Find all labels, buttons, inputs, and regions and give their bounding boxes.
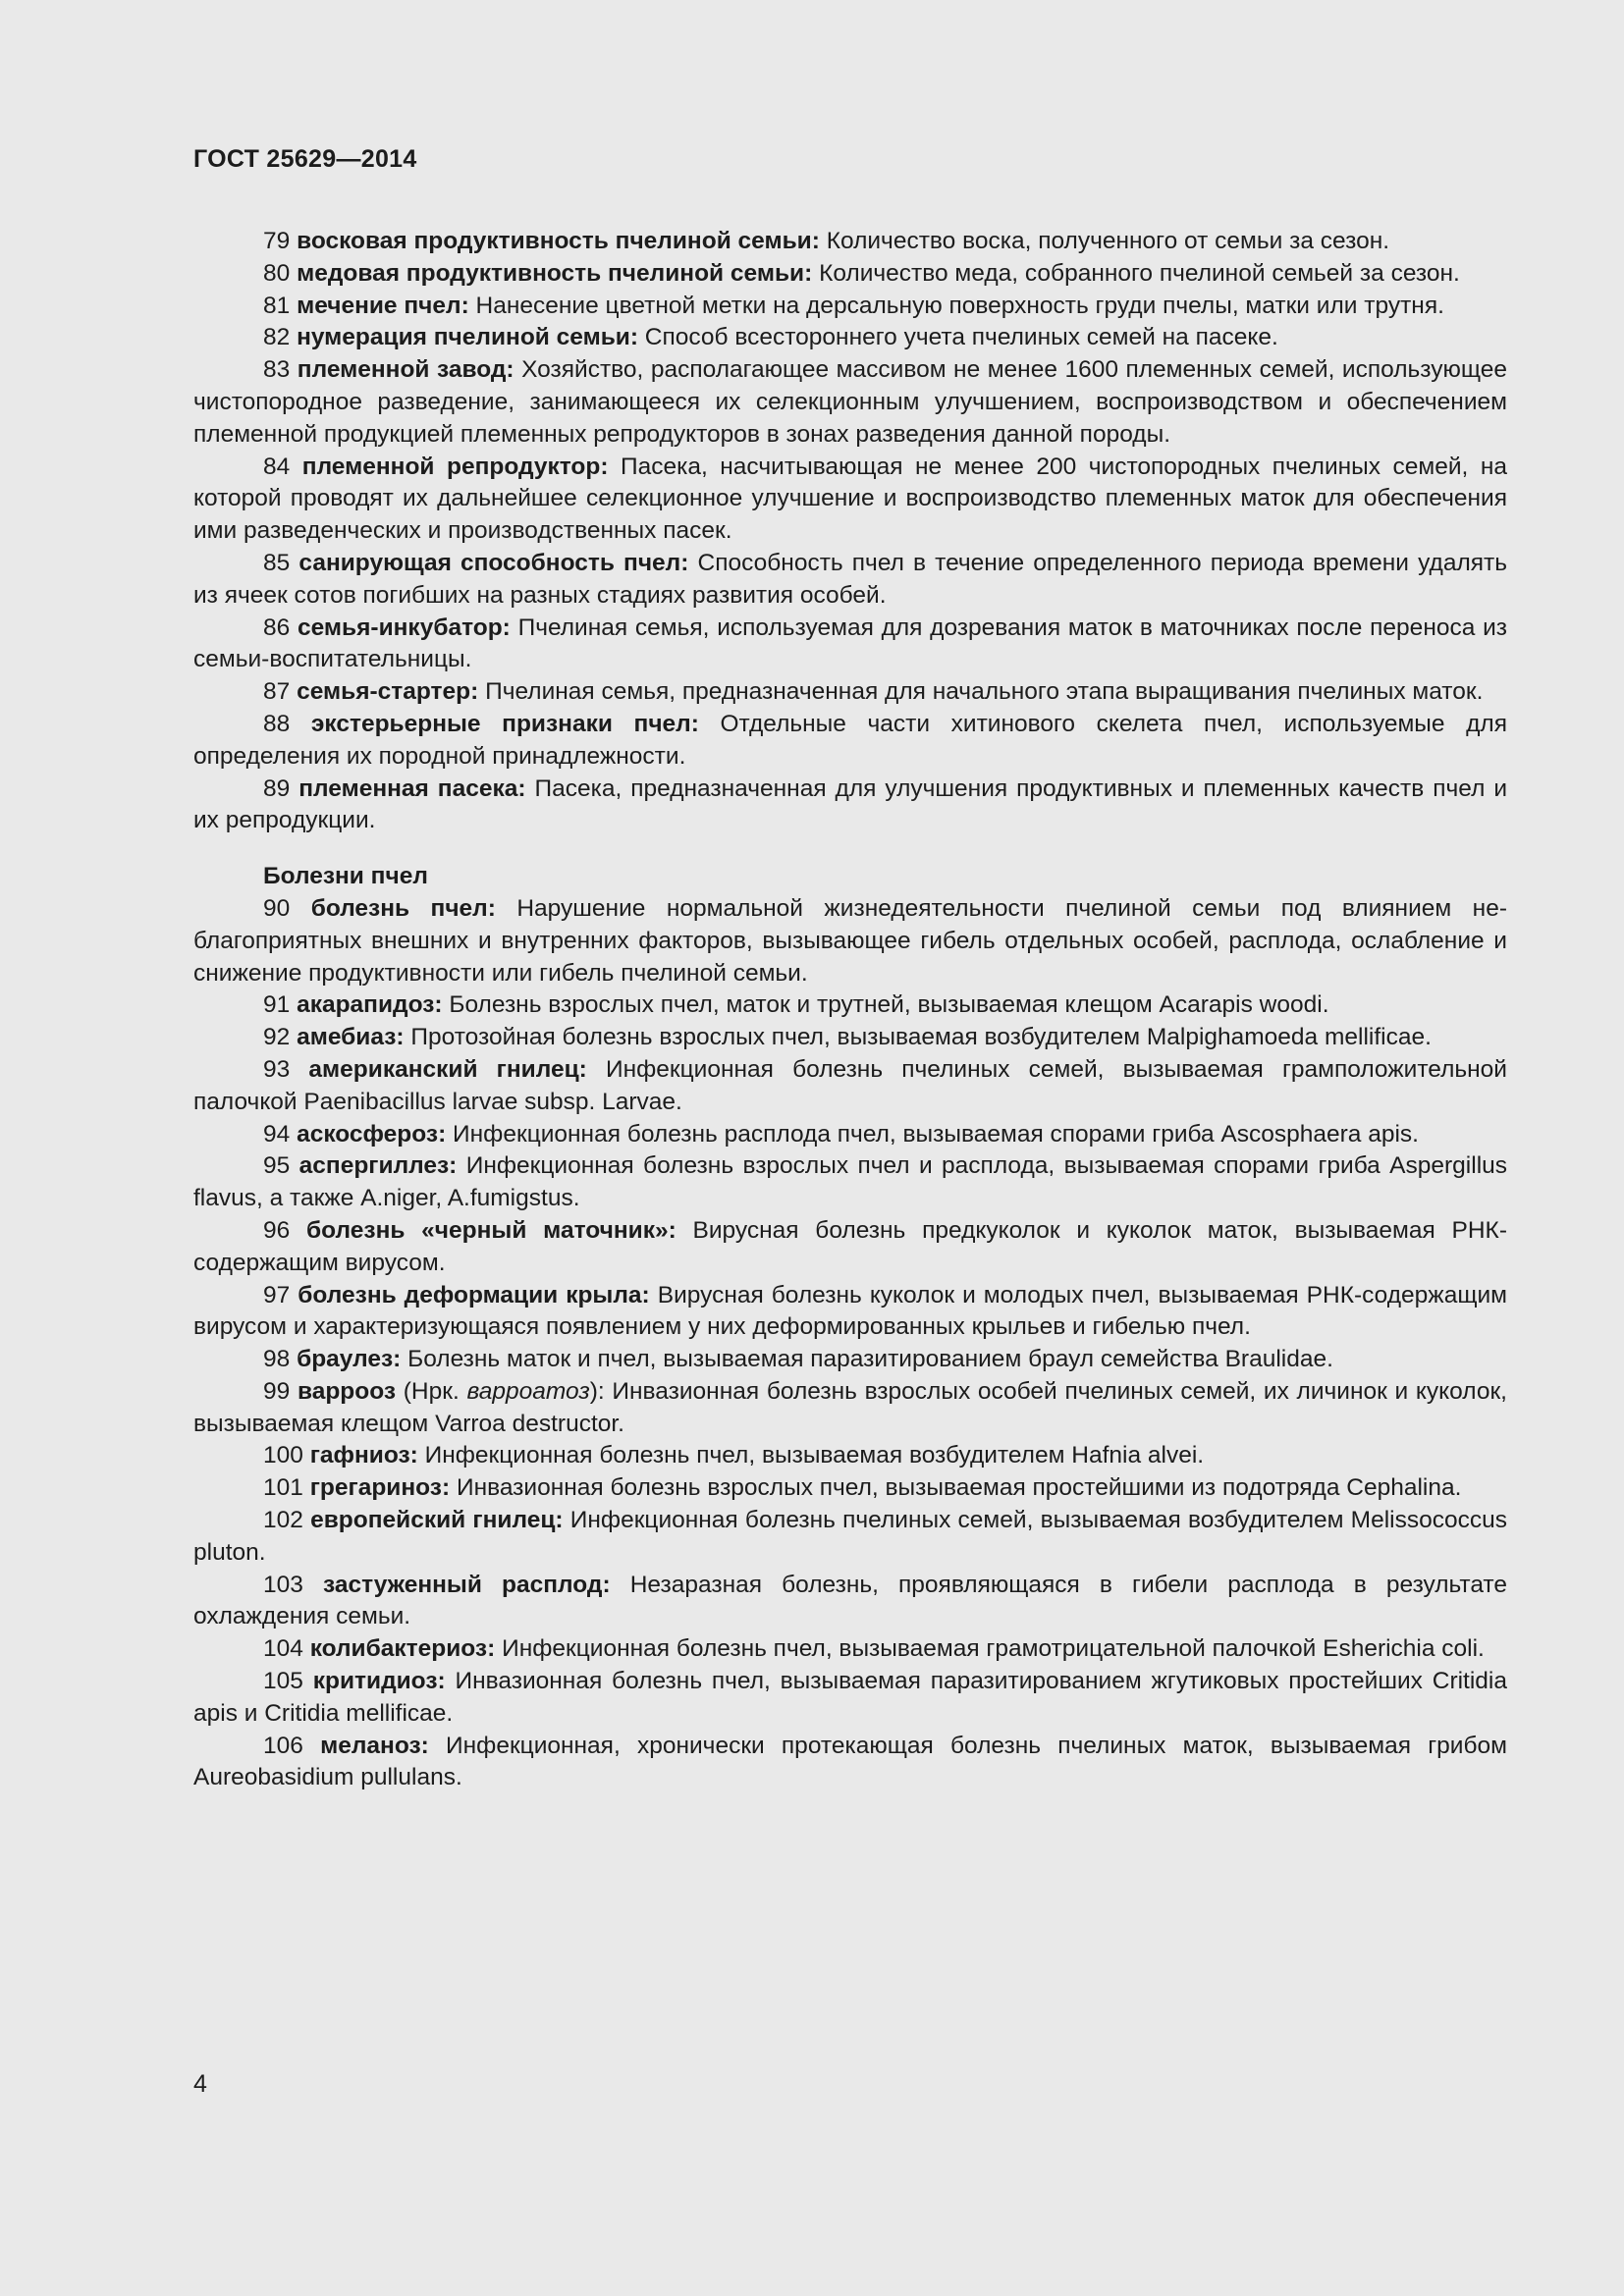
term-entry [193, 1731, 1507, 1795]
entry-term: критидиоз: [312, 1668, 446, 1695]
entry-term: болезнь «черный маточник»: [306, 1216, 677, 1244]
entry-number: 94 [263, 1120, 291, 1148]
term-entry [193, 291, 1507, 323]
entry-term: европейский гнилец: [310, 1507, 564, 1534]
term-entry [193, 1472, 1507, 1505]
term-entry [193, 893, 1507, 989]
entry-term: застуженный расплод: [323, 1571, 611, 1598]
entry-number: 85 [263, 549, 291, 576]
entry-term: семья-стартер: [297, 678, 479, 706]
entry-definition: Протозойная болезнь взрослых пчел, вызываемая возбудителем Malpighamoeda mellificae. [410, 1024, 1432, 1051]
entry-definition: Инфекционная болезнь взрослых пчел и расплода, вызываемая спорами гриба Aspergillus flavus, а также A.niger, A.fumigstus. [193, 1152, 1508, 1212]
entry-definition: Количество воска, полученного от семьи за сезон. [826, 228, 1390, 254]
entry-definition: Способность пчел в течение определенного периода времени удалять из ячеек сотов погибших на разных стадиях развития особей. [193, 549, 1508, 609]
term-entry [193, 226, 1507, 258]
entry-number: 100 [263, 1442, 303, 1469]
term-entry [193, 1119, 1507, 1151]
entry-number: 97 [263, 1281, 291, 1308]
entry-term: племенная пасека: [298, 774, 526, 802]
entry-number: 105 [263, 1668, 303, 1695]
entry-number: 80 [263, 259, 291, 287]
term-entry [193, 322, 1507, 354]
entry-definition: Вирусная болезнь предкуколок и куколок маток, вызываемая РНК-содержащим вирусом. [193, 1216, 1507, 1276]
entry-definition: Инфекционная болезнь пчелиных семей, вызываемая возбудителем Melissococcus pluton. [193, 1507, 1507, 1566]
entry-definition: Инфекционная болезнь пчел, вызываемая возбудителем Hafnia alvei. [424, 1442, 1205, 1469]
entry-term: племенной завод: [297, 356, 514, 384]
entry-number: 98 [263, 1346, 291, 1373]
entry-term: медовая продуктивность пчелиной семьи: [297, 259, 813, 287]
entry-definition: Пасека, предназначенная для улучшения продуктивных и племенных качеств пчел и их репродукции. [193, 774, 1508, 834]
entry-number: 103 [263, 1571, 303, 1598]
entry-number: 84 [263, 453, 291, 480]
entry-definition: Болезнь маток и пчел, вызываемая паразитированием браул семейства Braulidae. [407, 1346, 1333, 1373]
entry-term: нумерация пчелиной семьи: [297, 324, 638, 351]
term-entry [193, 1633, 1507, 1666]
entry-number: 104 [263, 1635, 303, 1663]
entry-number: 87 [263, 678, 291, 706]
entry-definition: Инфекционная болезнь расплода пчел, вызываемая спорами гриба Ascosphaera apis. [453, 1120, 1419, 1148]
entry-term: грегариноз: [309, 1474, 451, 1502]
entry-definition: Пчелиная семья, используемая для дозревания маток в маточниках после переноса из семьи-воспитательницы. [193, 614, 1507, 673]
entry-number: 88 [263, 710, 291, 737]
document-body [193, 226, 1507, 1794]
entry-term: акарапидоз: [297, 991, 443, 1019]
entry-definition: Способ всестороннего учета пчелиных семей на пасеке. [644, 324, 1278, 351]
entry-number: 91 [263, 991, 291, 1019]
entry-term: варрооз [297, 1377, 397, 1405]
term-entry [193, 613, 1507, 677]
section-heading: Болезни пчел [263, 863, 428, 890]
entry-term: меланоз: [320, 1732, 429, 1759]
entry-definition: Количество меда, собранного пчелиной семьей за сезон. [819, 259, 1460, 287]
entry-number: 83 [263, 356, 291, 384]
entry-term: племенной репродуктор: [301, 453, 609, 480]
entry-note-open: (Нрк. [396, 1377, 467, 1405]
term-entry [193, 774, 1507, 838]
entry-number: 95 [263, 1152, 291, 1180]
term-entry [193, 1376, 1507, 1441]
entry-definition: Вирусная болезнь куколок и молодых пчел, вызываемая РНК-содержащим вирусом и характеризующаяся появлением у них деформированных крыльев и гибелью пчел. [193, 1281, 1508, 1341]
entry-definition: Пчелиная семья, предназначенная для начального этапа выращивания пчелиных маток. [485, 678, 1484, 706]
entry-number: 90 [263, 894, 291, 922]
entry-term: санирующая способность пчел: [298, 549, 689, 576]
entry-definition: Инвазионная болезнь взрослых особей пчелиных семей, их личинок и куколок, вызываемая клещом Varroa destructor. [193, 1377, 1507, 1437]
entry-number: 92 [263, 1024, 291, 1051]
entry-term: аскосфероз: [297, 1120, 447, 1148]
entry-term: болезнь деформации крыла: [298, 1281, 650, 1308]
entry-term: гафниоз: [309, 1442, 418, 1469]
entry-number: 96 [263, 1216, 291, 1244]
entry-term: амебиаз: [297, 1024, 405, 1051]
term-entry [193, 452, 1507, 548]
entry-number: 102 [263, 1507, 303, 1534]
entry-term: аспергиллез: [298, 1152, 458, 1180]
entry-term: американский гнилец: [308, 1055, 587, 1083]
entry-number: 93 [263, 1055, 291, 1083]
term-entry [193, 1280, 1507, 1345]
entry-term: мечение пчел: [297, 292, 469, 319]
term-entry [193, 1505, 1507, 1570]
term-entry [193, 1666, 1507, 1731]
entry-note-close: ): [589, 1377, 605, 1405]
term-entry [193, 1054, 1507, 1119]
entry-definition: Болезнь взрослых пчел, маток и трутней, вызываемая клещом Acarapis woodi. [449, 991, 1329, 1019]
entry-definition: Инфекционная, хронически протекающая болезнь пчелиных маток, вызываемая грибом Aureobasidium pullulans. [193, 1732, 1507, 1791]
entry-definition: Инфекционная болезнь пчел, вызываемая грамотрицательной палочкой Esherichia coli. [502, 1635, 1485, 1663]
term-entry [193, 676, 1507, 709]
page-number: 4 [193, 2070, 207, 2098]
entry-number: 82 [263, 324, 291, 351]
entry-definition: Отдельные части хитинового скелета пчел, используемые для определения их породной принадлежности. [193, 710, 1507, 770]
entry-term: браулез: [297, 1346, 402, 1373]
entry-number: 81 [263, 292, 291, 319]
entry-definition: Незаразная болезнь, проявляющаяся в гибели расплода в результате охлаждения семьи. [193, 1571, 1507, 1630]
entry-term: восковая продуктивность пчелиной семьи: [297, 228, 820, 254]
entry-term: экстерьерные признаки пчел: [310, 710, 699, 737]
entry-definition: Пасека, насчитывающая не менее 200 чистопородных пчелиных семей, на которой проводят их дальнейшее селекционное улучшение и воспроизводство племенных маток для обеспечения ими разведенческих и производственных пасек. [193, 453, 1507, 545]
entry-definition: Инвазионная болезнь пчел, вызываемая паразитированием жгутиковых простейших Critidia apis и Critidia mellificae. [193, 1668, 1507, 1727]
entry-number: 79 [263, 228, 291, 254]
term-entry [193, 354, 1507, 451]
entry-definition: Хозяйство, располагающее массивом не менее 1600 племенных семей, использующее чистопородное разведение, занимающееся их селекционным улучшением, воспроизводством и обеспечением племенной продукцией племенных репродукторов в зонах разведения данной породы. [193, 356, 1507, 448]
term-entry [193, 1440, 1507, 1472]
term-entry [193, 548, 1507, 613]
term-entry [193, 709, 1507, 774]
entry-number: 99 [263, 1377, 291, 1405]
entry-number: 86 [263, 614, 291, 641]
terms-list [193, 226, 1507, 837]
term-entry [193, 1344, 1507, 1376]
entry-term: колибактериоз: [309, 1635, 496, 1663]
entry-definition: Нанесение цветной метки на дерсальную поверхность груди пчелы, матки или трутня. [475, 292, 1444, 319]
entry-number: 101 [263, 1474, 303, 1502]
entry-number: 106 [263, 1732, 303, 1759]
entry-definition: Инфекционная болезнь пчелиных семей, вызываемая грамположительной палочкой Paenibacillus larvae subsp. Larvae. [193, 1055, 1507, 1115]
entry-definition: Нарушение нормальной жизнедеятельности пчелиной семьи под влиянием неблагоприятных внешних и внутренних факторов, вызывающее гибель отдельных особей, расплода, ослабление и снижение продуктивности или гибель пчелиной семьи. [193, 894, 1507, 987]
entry-term: болезнь пчел: [310, 894, 496, 922]
term-entry [193, 258, 1507, 291]
term-entry [193, 989, 1507, 1022]
entry-definition: Инвазионная болезнь взрослых пчел, вызываемая простейшими из подотряда Cephalina. [456, 1474, 1462, 1502]
entry-number: 89 [263, 774, 291, 802]
entry-note-italic: варроатоз [466, 1377, 590, 1405]
term-entry [193, 1570, 1507, 1634]
term-entry [193, 1150, 1507, 1215]
term-entry [193, 1215, 1507, 1280]
term-entry [193, 1022, 1507, 1054]
diseases-list [193, 893, 1507, 1794]
entry-term: семья-инкубатор: [298, 614, 511, 641]
document-header: ГОСТ 25629—2014 [193, 145, 417, 173]
